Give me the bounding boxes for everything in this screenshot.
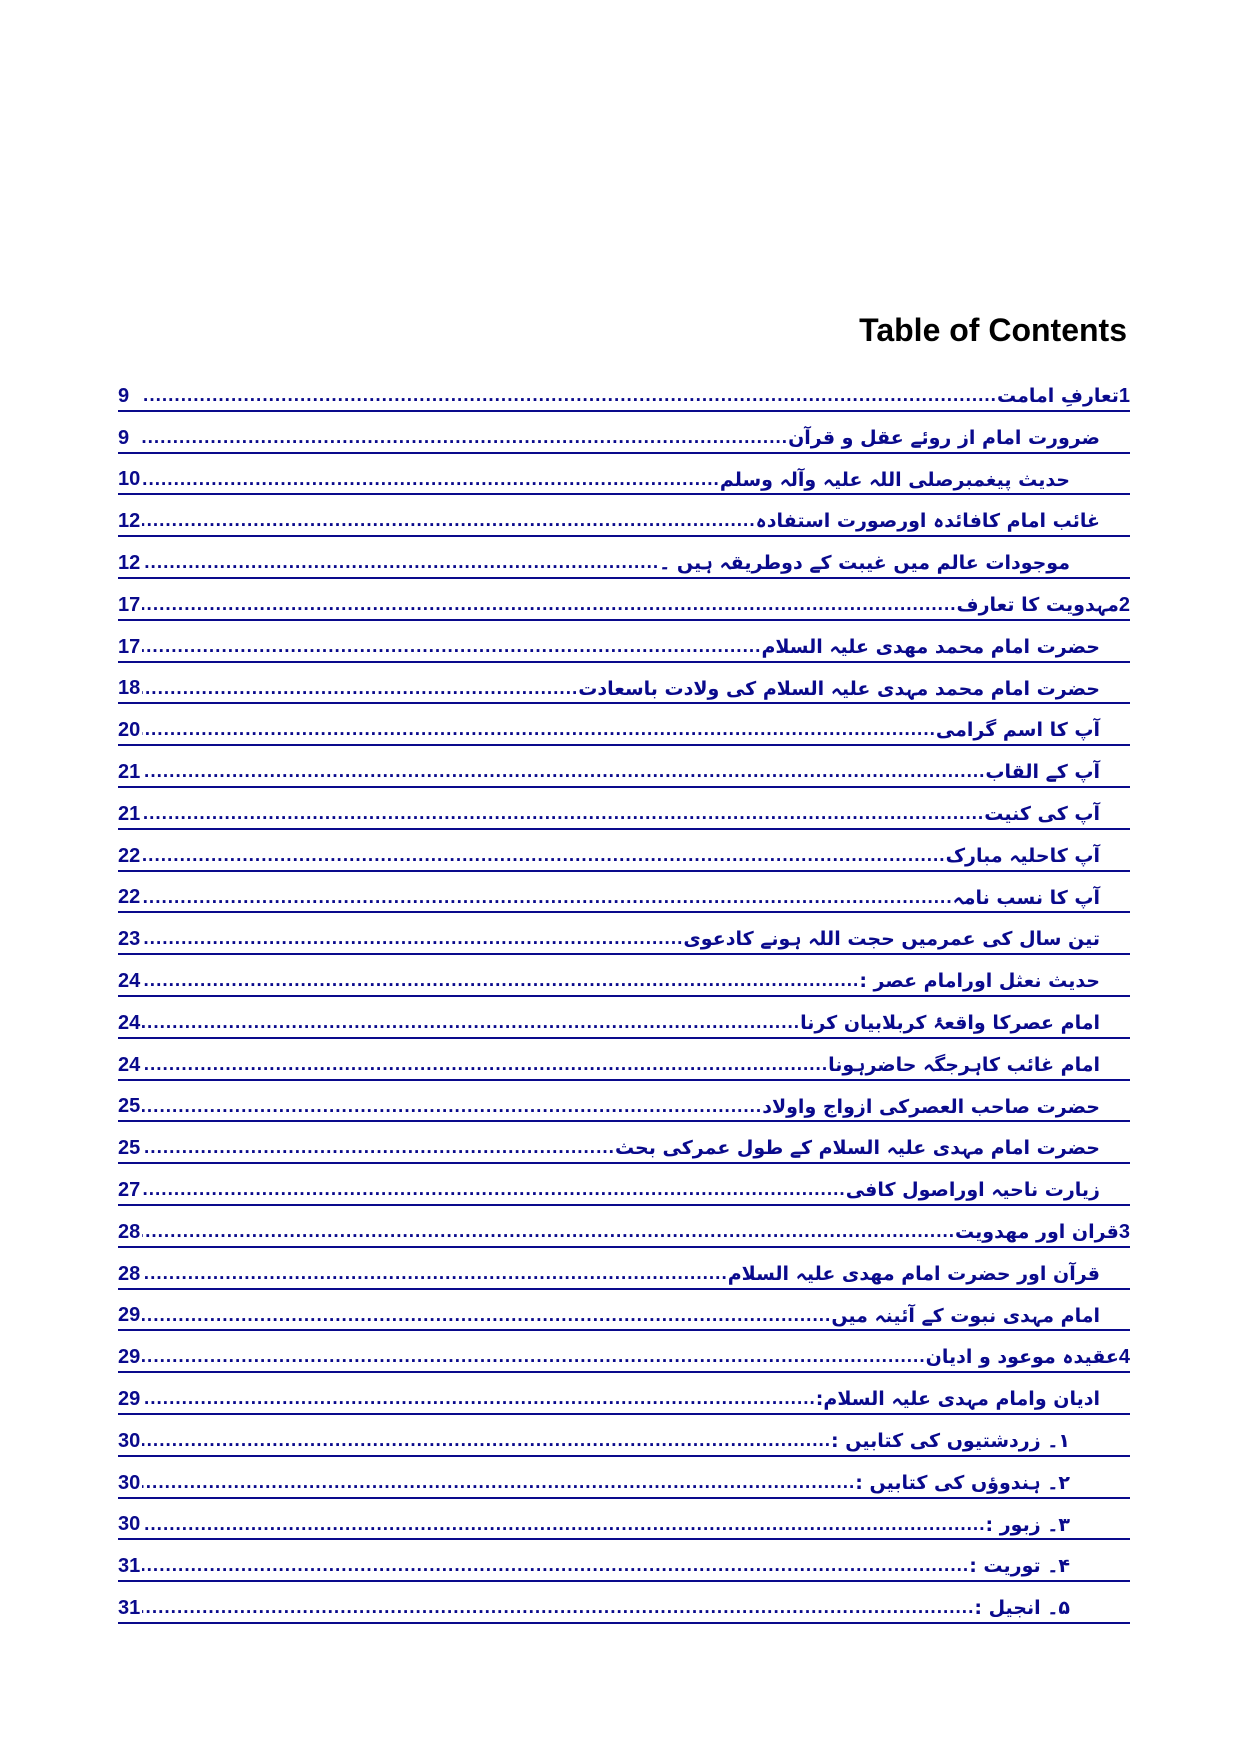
dot-leader — [142, 1054, 828, 1079]
toc-entry[interactable] — [118, 663, 1130, 705]
dot-leader — [142, 845, 946, 870]
toc-page-number: 29 — [118, 1346, 141, 1369]
dot-leader — [142, 928, 683, 953]
dot-leader — [142, 1388, 816, 1413]
toc-entry-label: تعارفِ امامت — [996, 384, 1119, 407]
dot-leader — [142, 1472, 855, 1497]
toc-entry-title — [683, 928, 1100, 953]
toc-entry[interactable] — [118, 495, 1130, 537]
toc-heading: Table of Contents — [859, 312, 1127, 348]
toc-entry[interactable] — [118, 955, 1130, 997]
dot-leader — [142, 1597, 974, 1622]
toc-entry-label: حضرت امام محمد مہدی علیہ السلام کی ولادت باسعادت — [578, 677, 1100, 700]
toc-page-number: 12 — [118, 551, 141, 574]
toc-entry-label: موجودات عالم میں غیبت کے دوطریقہ ہیں ۔ — [659, 552, 1070, 575]
dot-leader — [142, 552, 659, 577]
toc-entry-title — [788, 427, 1100, 452]
dot-leader — [142, 1430, 831, 1455]
dot-leader — [142, 719, 936, 744]
toc-entry-title — [984, 803, 1100, 828]
toc-entry-label: ۲۔ ہندوؤں کی کتابیں : — [855, 1471, 1070, 1494]
toc-entry-title — [946, 845, 1100, 870]
toc-entry-label: ۴۔ توریت : — [969, 1555, 1070, 1578]
toc-entry[interactable] — [118, 1122, 1130, 1164]
dot-leader — [142, 1305, 831, 1330]
dot-leader — [142, 1263, 728, 1288]
toc-entry-title — [816, 1388, 1100, 1413]
toc-entry[interactable] — [118, 1457, 1130, 1499]
toc-entry-number: 2 — [1118, 593, 1130, 616]
toc-entry-number: 4 — [1118, 1346, 1130, 1369]
toc-entry-label: ضرورت امام از روئے عقل و قرآن — [788, 426, 1100, 449]
toc-entry[interactable] — [118, 1415, 1130, 1457]
toc-entry-label: مہدویت کا تعارف — [956, 593, 1119, 616]
toc-page-number: 17 — [118, 635, 141, 658]
toc-page-number: 30 — [118, 1471, 141, 1494]
toc-page-number: 9 — [118, 426, 130, 449]
dot-leader — [142, 803, 984, 828]
dot-leader — [142, 594, 957, 619]
toc-entry[interactable] — [118, 872, 1130, 914]
toc-entry[interactable] — [118, 1081, 1130, 1123]
toc-page-number: 22 — [118, 886, 141, 909]
toc-entry[interactable] — [118, 621, 1130, 663]
toc-page-number: 21 — [118, 802, 141, 825]
toc-entry-label: ۳۔ زبور : — [985, 1513, 1070, 1536]
toc-entry-title — [986, 1514, 1071, 1539]
toc-entry-title — [756, 510, 1100, 535]
toc-entry-label: امام مہدی نبوت کے آئینہ میں — [831, 1304, 1100, 1327]
toc-page-number: 23 — [118, 928, 141, 951]
toc-entry-title — [831, 1305, 1100, 1330]
dot-leader — [142, 469, 720, 494]
toc-entry[interactable] — [118, 704, 1130, 746]
toc-entry-title — [720, 469, 1070, 494]
toc-entry-title — [969, 1555, 1070, 1580]
dot-leader — [142, 970, 859, 995]
toc-page-number: 10 — [118, 468, 141, 491]
toc-page-number: 20 — [118, 719, 141, 742]
toc-entry-number: 3 — [1118, 1220, 1130, 1243]
toc-entry-title — [859, 970, 1100, 995]
toc-page-number: 28 — [118, 1220, 141, 1243]
toc-entry[interactable] — [118, 830, 1130, 872]
toc-entry[interactable] — [118, 1540, 1130, 1582]
toc-entry-number: 1 — [1118, 384, 1130, 407]
toc-entry-title — [855, 1472, 1070, 1497]
toc-page-number: 9 — [118, 384, 130, 407]
toc-entry[interactable] — [118, 1373, 1130, 1415]
toc-entry-title — [985, 761, 1100, 786]
toc-entry-label: ۱۔ زردشتیوں کی کتابیں : — [831, 1429, 1070, 1452]
toc-entry-title — [615, 1137, 1100, 1162]
toc-entry-title — [926, 1345, 1130, 1371]
dot-leader — [142, 678, 578, 703]
toc-page-number: 18 — [118, 677, 141, 700]
toc-entry-title — [955, 1220, 1130, 1246]
dot-leader — [142, 636, 761, 661]
dot-leader — [142, 1221, 955, 1246]
dot-leader — [142, 1137, 615, 1162]
dot-leader — [142, 761, 985, 786]
toc-entry-title — [800, 1012, 1100, 1037]
toc-entry-label: آپ کے القاب — [985, 761, 1100, 784]
toc-entry-title — [828, 1054, 1100, 1079]
toc-page-number: 30 — [118, 1429, 141, 1452]
toc-entry[interactable] — [118, 1331, 1130, 1373]
dot-leader — [142, 385, 997, 410]
toc-page-number: 17 — [118, 593, 141, 616]
toc-entry-label: آپ کی کنیت — [984, 802, 1100, 825]
toc-list — [118, 370, 1130, 1624]
toc-entry-label: حدیث نعثل اورامام عصر : — [859, 970, 1100, 993]
toc-page-number: 31 — [118, 1596, 141, 1619]
dot-leader — [142, 887, 953, 912]
toc-entry[interactable] — [118, 1499, 1130, 1541]
toc-entry-label: حضرت امام محمد مھدی علیہ السلام — [761, 635, 1100, 658]
toc-entry-label: حدیث پیغمبرصلی اللہ علیہ وآلہ وسلم — [719, 468, 1070, 491]
toc-entry[interactable] — [118, 1206, 1130, 1248]
toc-page-number: 29 — [118, 1304, 141, 1327]
toc-page-number: 25 — [118, 1137, 141, 1160]
toc-entry-label: آپ کاحلیہ مبارک — [945, 844, 1100, 867]
dot-leader — [142, 1096, 762, 1121]
toc-entry[interactable] — [118, 454, 1130, 496]
toc-entry-title — [659, 552, 1070, 577]
toc-page-number: 24 — [118, 1011, 141, 1034]
toc-entry-label: قرآن اور حضرت امام مھدی علیہ السلام — [727, 1262, 1100, 1285]
toc-page-number: 22 — [118, 844, 141, 867]
toc-entry-label: قران اور مھدویت — [955, 1220, 1119, 1243]
toc-entry-label: زیارت ناحیہ اوراصول کافی — [845, 1179, 1100, 1202]
toc-entry-label: حضرت امام مہدی علیہ السلام کے طول عمرکی بحث — [614, 1137, 1100, 1160]
toc-entry-title — [936, 719, 1100, 744]
toc-entry-label: امام عصرکا واقعۂ کربلابیان کرنا — [800, 1011, 1100, 1034]
toc-entry-label: آپ کا اسم گرامی — [935, 719, 1100, 742]
toc-page-number: 24 — [118, 1053, 141, 1076]
toc-page-number: 27 — [118, 1178, 141, 1201]
toc-entry-title — [761, 636, 1100, 661]
dot-leader — [142, 1514, 986, 1539]
toc-entry-label: آپ کا نسب نامہ — [952, 886, 1100, 909]
toc-entry-label: غائب امام کافائدہ اورصورت استفادہ — [755, 510, 1100, 533]
toc-entry[interactable] — [118, 579, 1130, 621]
toc-page-number: 12 — [118, 510, 141, 533]
toc-entry-title — [831, 1430, 1070, 1455]
toc-entry-title — [578, 678, 1100, 703]
toc-entry[interactable] — [118, 1039, 1130, 1081]
toc-entry-label: ادیان وامام مہدی علیہ السلام: — [815, 1388, 1100, 1411]
dot-leader — [142, 1012, 800, 1037]
toc-page-number: 31 — [118, 1555, 141, 1578]
dot-leader — [142, 1179, 846, 1204]
toc-entry-title — [957, 593, 1130, 619]
toc-page-number: 24 — [118, 969, 141, 992]
toc-entry[interactable] — [118, 1248, 1130, 1290]
toc-entry-title — [728, 1263, 1100, 1288]
toc-entry-title — [974, 1597, 1070, 1622]
toc-entry-label: امام غائب کاہرجگہ حاضرہونا — [828, 1053, 1100, 1076]
toc-page-number: 30 — [118, 1513, 141, 1536]
toc-entry[interactable] — [118, 1582, 1130, 1624]
toc-entry[interactable] — [118, 746, 1130, 788]
toc-entry[interactable] — [118, 1164, 1130, 1206]
toc-entry-label: تین سال کی عمرمیں حجت اللہ ہونے کادعوی — [683, 928, 1100, 951]
toc-entry-label: ۵۔ انجیل : — [974, 1597, 1070, 1620]
toc-entry[interactable] — [118, 997, 1130, 1039]
toc-entry[interactable] — [118, 913, 1130, 955]
toc-entry-title — [846, 1179, 1100, 1204]
dot-leader — [142, 1555, 969, 1580]
toc-entry-title — [997, 384, 1130, 410]
toc-entry-label: حضرت صاحب العصرکی ازواج واولاد — [762, 1095, 1100, 1118]
toc-entry[interactable] — [118, 370, 1130, 412]
toc-entry[interactable] — [118, 788, 1130, 830]
toc-entry-title — [953, 887, 1100, 912]
toc-entry-title — [762, 1096, 1100, 1121]
toc-page-number: 28 — [118, 1262, 141, 1285]
toc-page-number: 21 — [118, 760, 141, 783]
toc-entry[interactable] — [118, 537, 1130, 579]
toc-entry-label: عقیدہ موعود و ادیان — [925, 1346, 1119, 1369]
toc-entry[interactable] — [118, 1290, 1130, 1332]
dot-leader — [142, 1346, 926, 1371]
toc-page-number: 25 — [118, 1095, 141, 1118]
toc-entry[interactable] — [118, 412, 1130, 454]
dot-leader — [142, 510, 756, 535]
toc-page-number: 29 — [118, 1387, 141, 1410]
dot-leader — [142, 427, 788, 452]
